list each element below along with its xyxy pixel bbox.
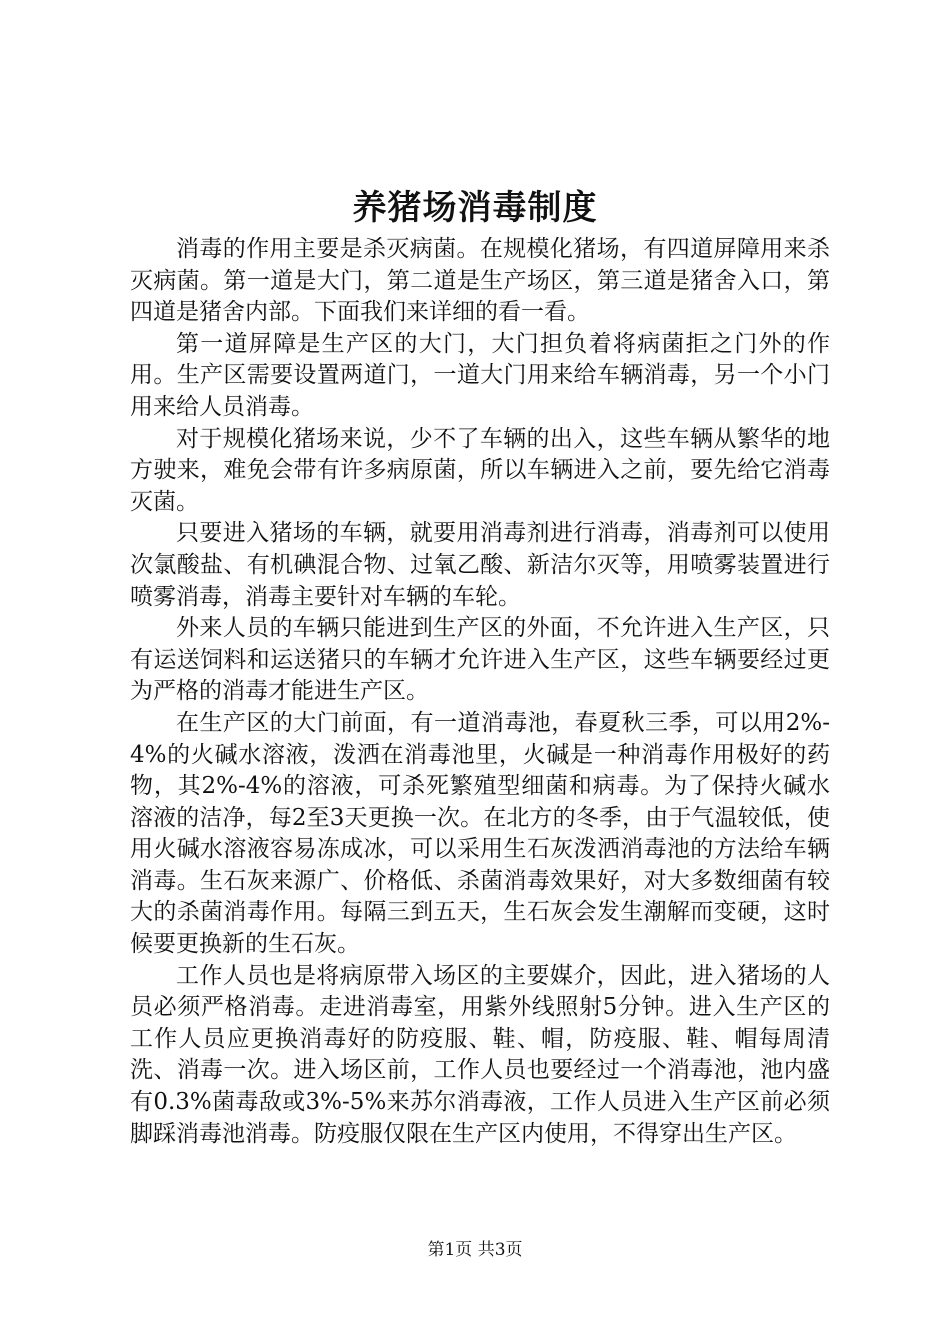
paragraph-vehicle-entry: 对于规模化猪场来说，少不了车辆的出入，这些车辆从繁华的地方驶来，难免会带有许多病原菌，所以车辆进入之前，要先给它消毒灭菌。 — [130, 425, 830, 515]
paragraph-disinfection-pool: 在生产区的大门前面，有一道消毒池，春夏秋三季，可以用2%-4%的火碱水溶液，泼洒在消毒池里，火碱是一种消毒作用极好的药物，其2%-4%的溶液，可杀死繁殖型细菌和病毒。为了保持火碱水溶液的洁净，每2至3天更换一次。在北方的冬季，由于气温较低，使用火碱水溶液容易冻成冰，可以采用生石灰泼洒消毒池的方法给车辆消毒。生石灰来源广、价格低、杀菌消毒效果好，对大多数细菌有较大的杀菌消毒作用。每隔三到五天，生石灰会发生潮解而变硬，这时候要更换新的生石灰。 — [130, 709, 830, 958]
document-body — [130, 234, 830, 1150]
paragraph-vehicle-disinfection: 只要进入猪场的车辆，就要用消毒剂进行消毒，消毒剂可以使用次氯酸盐、有机碘混合物、过氧乙酸、新洁尔灭等，用喷雾装置进行喷雾消毒，消毒主要针对车辆的车轮。 — [130, 520, 830, 610]
paragraph-outside-vehicles: 外来人员的车辆只能进到生产区的外面，不允许进入生产区，只有运送饲料和运送猪只的车辆才允许进入生产区，这些车辆要经过更为严格的消毒才能进生产区。 — [130, 615, 830, 705]
paragraph-staff-disinfection: 工作人员也是将病原带入场区的主要媒介，因此，进入猪场的人员必须严格消毒。走进消毒室，用紫外线照射5分钟。进入生产区的工作人员应更换消毒好的防疫服、鞋、帽，防疫服、鞋、帽每周清洗、消毒一次。进入场区前，工作人员也要经过一个消毒池，池内盛有0.3%菌毒敌或3%-5%来苏尔消毒液，工作人员进入生产区前必须脚踩消毒池消毒。防疫服仅限在生产区内使用，不得穿出生产区。 — [130, 962, 830, 1147]
paragraph-intro: 消毒的作用主要是杀灭病菌。在规模化猪场，有四道屏障用来杀灭病菌。第一道是大门，第二道是生产场区，第三道是猪舍入口，第四道是猪舍内部。下面我们来详细的看一看。 — [130, 236, 830, 326]
document-title: 养猪场消毒制度 — [352, 188, 598, 228]
paragraph-first-barrier: 第一道屏障是生产区的大门，大门担负着将病菌拒之门外的作用。生产区需要设置两道门，一道大门用来给车辆消毒，另一个小门用来给人员消毒。 — [130, 330, 830, 420]
page-footer: 第1页 共3页 — [427, 1240, 523, 1260]
